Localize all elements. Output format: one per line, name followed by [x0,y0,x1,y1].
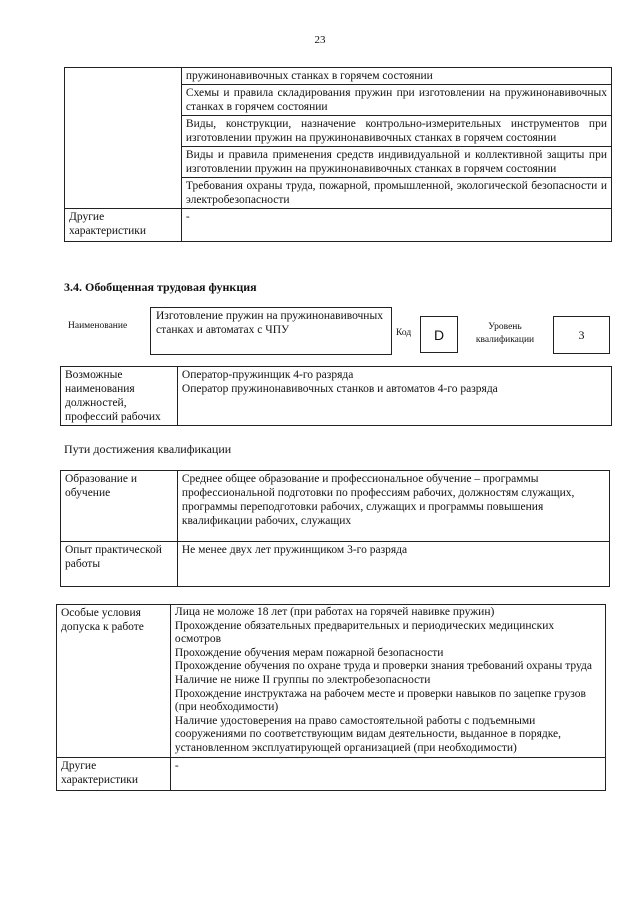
condition-item: Лица не моложе 18 лет (при работах на горячей навивке пружин) [174,606,495,618]
conditions-table [56,604,606,791]
condition-item: Прохождение обязательных предварительных и периодических медицинских осмотров [174,619,555,646]
other-characteristics-value: - [181,209,611,242]
level-value: 3 [578,327,585,342]
experience-value: Не менее двух лет пружинщиком 3-го разряда [177,542,609,587]
condition-item: Наличие удостоверения на право самостоятельной работы с подъемными сооружениями по соответствующим видам деятельности, выданное в порядке, установленном эксплуатирующей организацией (при необходимости) [174,714,562,754]
experience-label: Опыт практической работы [61,542,178,587]
knowledge-table [64,67,612,242]
paths-title: Пути достижения квалификации [64,442,232,456]
position-item: Оператор-пружинщик 4-го разряда [181,369,354,381]
knowledge-row: пружинонавивочных станках в горячем состоянии [181,68,611,85]
positions-table [60,366,612,426]
condition-item: Прохождение обучения по охране труда и проверки знания требований охраны труда [174,660,592,673]
condition-item: Прохождение обучения мерам пожарной безопасности [174,646,444,659]
conditions-list [170,605,605,758]
section-title: 3.4. Обобщенная трудовая функция [64,280,257,294]
name-label: Наименование [68,321,128,331]
education-label: Образование и обучение [61,471,178,542]
position-item: Оператор пружинонавивочных станков и автоматов 4-го разряда [181,383,498,395]
level-box [553,316,610,354]
conditions-other-value: - [170,757,605,790]
code-label: Код [396,328,412,338]
knowledge-row: Схемы и правила складирования пружин при изготовлении на пружинонавивочных станках в горячем состоянии [181,85,611,116]
conditions-label: Особые условия допуска к работе [57,605,171,758]
code-value: D [433,326,445,343]
knowledge-row: Требования охраны труда, пожарной, промышленной, экологической безопасности и электробезопасности [181,178,611,209]
positions-list [177,367,611,426]
other-characteristics-label: Другие характеристики [65,209,182,242]
condition-item: Наличие не ниже II группы по электробезопасности [174,673,431,686]
level-label: Уровень квалификации [475,322,535,345]
education-table [60,470,610,587]
function-name-box [150,307,392,355]
empty-label-cell [65,68,182,209]
page-number: 23 [314,34,326,46]
education-value: Среднее общее образование и профессиональное обучение – программы профессиональной подготовки по профессиям рабочих, должностям служащих, программы переподготовки рабочих, служащих и программы повышения квалификации рабочих, служащих [177,471,609,542]
condition-item: Прохождение инструктажа на рабочем месте и проверки навыков по зацепке грузов (при необходимости) [174,687,586,714]
conditions-other-label: Другие характеристики [57,757,171,790]
knowledge-row: Виды, конструкции, назначение контрольно-измерительных инструментов при изготовлении пружин на пружинонавивочных станках в горячем состоянии [181,116,611,147]
code-box [420,316,458,353]
positions-label: Возможные наименования должностей, профессий рабочих [61,367,178,426]
knowledge-row: Виды и правила применения средств индивидуальной и коллективной защиты при изготовлении пружин на пружинонавивочных станках в горячем состоянии [181,147,611,178]
function-name: Изготовление пружин на пружинонавивочных станках и автоматах с ЧПУ [156,310,383,336]
